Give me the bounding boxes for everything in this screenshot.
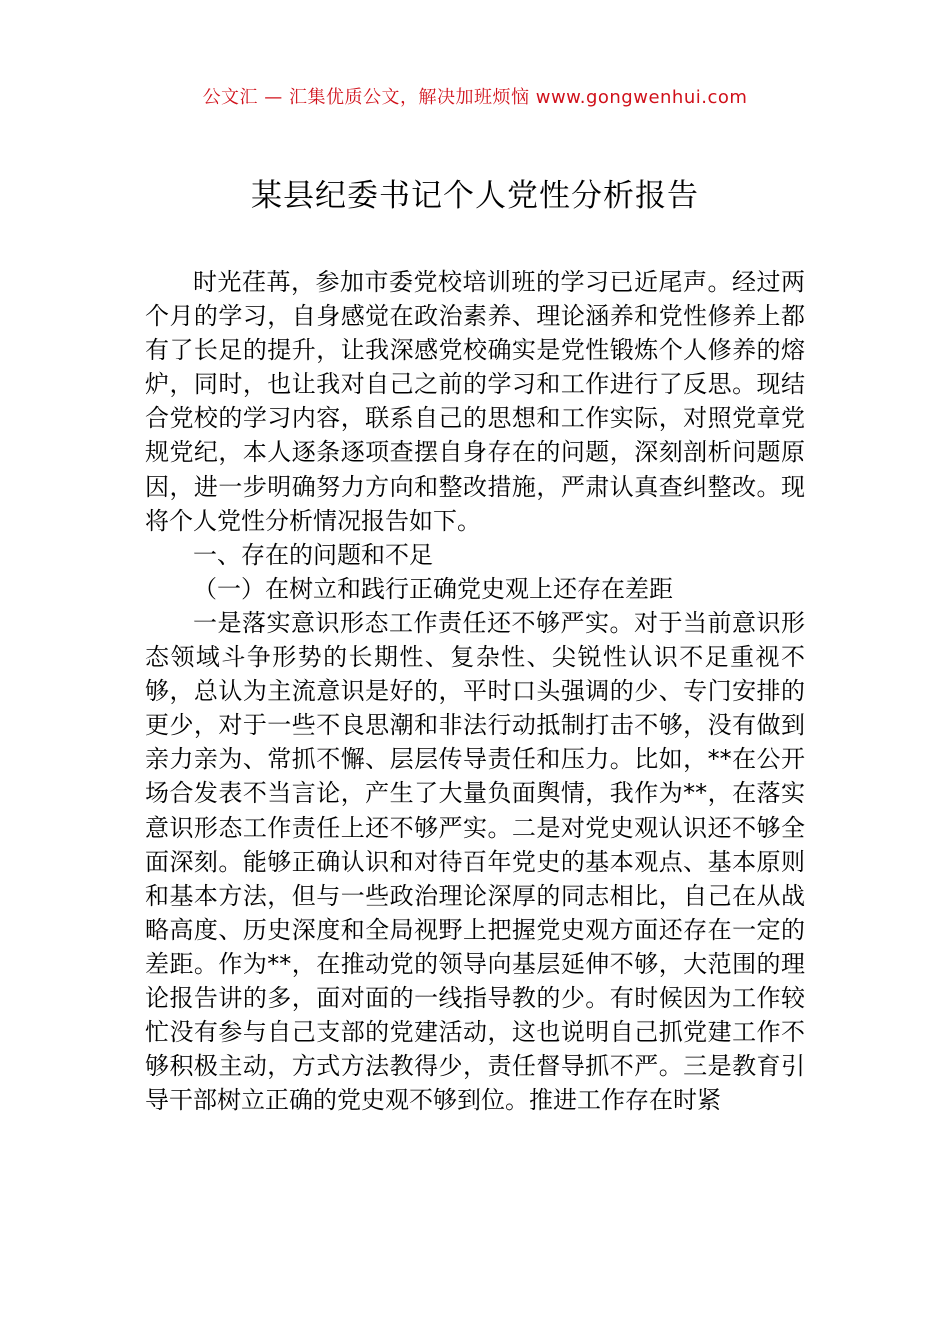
body-paragraph: 一是落实意识形态工作责任还不够严实。对于当前意识形态领域斗争形势的长期性、复杂性、尖锐性认识不足重视不够，总认为主流意识是好的，平时口头强调的少、专门安排的更少，对于一些不良思潮和非法行动抵制打击不够，没有做到亲力亲为、常抓不懈、层层传导责任和压力。比如，**在公开场合发表不当言论，产生了大量负面舆情，我作为**，在落实意识形态工作责任上还不够严实。二是对党史观认识还不够全面深刻。能够正确认识和对待百年党史的基本观点、基本原则和基本方法，但与一些政治理论深厚的同志相比，自己在从战略高度、历史深度和全局视野上把握党史观方面还存在一定的差距。作为**，在推动党的领导向基层延伸不够，大范围的理论报告讲的多，面对面的一线指导教的少。有时候因为工作较忙没有参与自己支部的党建活动，这也说明自己抓党建工作不够积极主动，方式方法教得少，责任督导抓不严。三是教育引导干部树立正确的党史观不够到位。推进工作存在时紧 bbox=[145, 608, 805, 1115]
document-body bbox=[145, 265, 805, 1117]
site-banner: 公文汇 — 汇集优质公文，解决加班烦恼 www.gongwenhui.com bbox=[202, 87, 748, 108]
subsection-heading: （一）在树立和践行正确党史观上还存在差距 bbox=[193, 574, 673, 603]
section-heading: 一、存在的问题和不足 bbox=[193, 540, 433, 569]
document-title: 某县纪委书记个人党性分析报告 bbox=[251, 178, 699, 214]
intro-paragraph: 时光荏苒，参加市委党校培训班的学习已近尾声。经过两个月的学习，自身感觉在政治素养、理论涵养和党性修养上都有了长足的提升，让我深感党校确实是党性锻炼个人修养的熔炉，同时，也让我对自己之前的学习和工作进行了反思。现结合党校的学习内容，联系自己的思想和工作实际，对照党章党规党纪，本人逐条逐项查摆自身存在的问题，深刻剖析问题原因，进一步明确努力方向和整改措施，严肃认真查纠整改。现将个人党性分析情况报告如下。 bbox=[145, 268, 805, 535]
